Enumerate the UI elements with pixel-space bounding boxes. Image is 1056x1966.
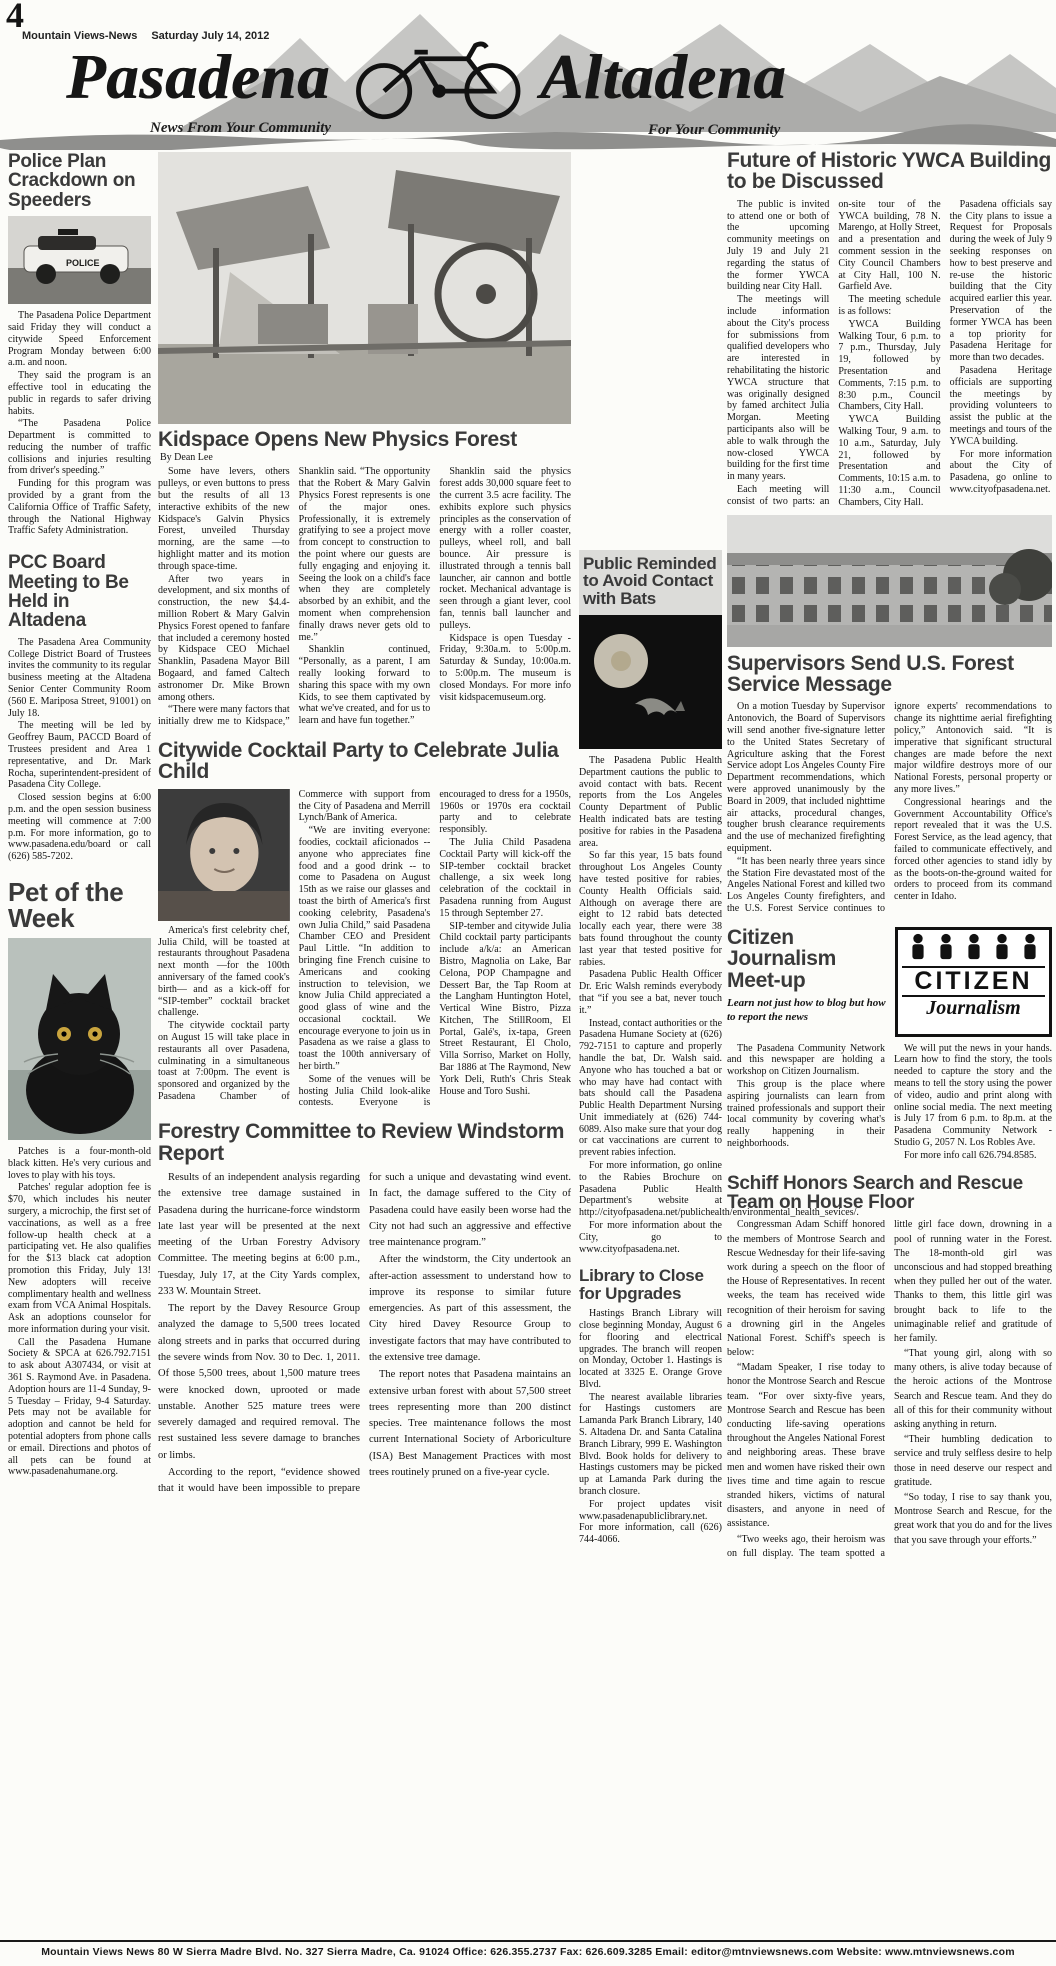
julia-child-photo	[158, 789, 290, 921]
citizen-journalism-logo	[895, 927, 1052, 1037]
article-police	[8, 152, 151, 537]
bats-title-block	[579, 550, 722, 615]
bicycle-icon	[348, 26, 538, 122]
pcc-article-title: PCC Board Meeting to Be Held in Altadena	[8, 552, 129, 632]
article-ywca	[727, 150, 1052, 509]
library-article-title: Library to Close for Upgrades	[579, 1266, 704, 1303]
svg-text:POLICE: POLICE	[66, 258, 100, 269]
article-library	[579, 1267, 722, 1546]
ywca-article-body: The public is invited to attend one or both of the upcoming community meetings on July 19 and July 21 regarding the status of the former YWCA building near City Hall. The meetings will include information about the City's process for submissions from qualified developers who are interested in rehabilitating the historic YWCA structure that was originally designed by famed architect Julia Morgan. Meeting participants also will be able to walk through the now-closed YWCA building for the first time in many years. Each meeting will consist of two parts: an on-site tour of the YWCA building, 78 N. Marengo, at Holly Street, and a presentation and comment session in the City Council Chambers at City Hall, 100 N. Garfield Ave. The meeting schedule is as follows: YWCA Building Walking Tour, 6 p.m. to 7 p.m., Thursday, July 19, followed by Presentation and Comments, 7:15 p.m. to 8:30 p.m., Council Chambers, City Hall. YWCA Building Walking Tour, 9 a.m. to 10 a.m., Saturday, July 21, followed by Presentation and Comments, 10:15 a.m. to 11:30 a.m., Council Chambers, City Hall. Pasadena officials say the City plans to issue a Request for Proposals during the week of July 9 seeking responses on how to best preserve and re-use the historic building that the City acquired earlier this year. Preservation of the former YWCA has been a top priority for Pasadena Heritage for more than two decades. Pasadena Heritage officials are supporting the meetings by providing volunteers to assist the public at the meetings and tours of the YWCA building. For more information about the City of Pasadena, go online to www.cityofpasadena.net.	[727, 198, 1052, 508]
forestry-article-body: Results of an independent analysis regarding the extensive tree damage sustained in Pasadena during the hurricane-force windstorm late last year will be presented at the next meeting of the Urban Forestry Advisory Committee. The meeting begins at 6:00 p.m., Tuesday, July 17, at the City Yards complex, 233 W. Mountain Street. The report by the Davey Resource Group analyzed the damage to 5,500 trees located along streets and in parks that occurred during the severe winds from Nov. 30 to Dec. 1, 2011. Of those 5,500 trees, about 1,500 mature trees were knocked down, uprooted or made unstable. Another 525 mature trees were severely damaged and required removal. The rest sustained less severe damage to branches or limbs. According to the report, “evidence showed that it would have been impossible to prepare for such a unique and devastating wind event. In fact, the damage suffered to the City of Pasadena could have easily been worse had the City not had such an aggressive and effective tree maintenance program.” After the windstorm, the City undertook an after-action assessment to understand how to improve its response to similar future emergencies. As part of this assessment, the City hired Davey Resource Group to investigate factors that may have contributed to the extensive tree damage. The report notes that Pasadena maintains an extensive urban forest with about 57,500 street trees representing more than 200 distinct species. Tree maintenance follows the most current International Society of Arboriculture (ISA) Best Management Practices with most trees routinely pruned on a five-year cycle.	[158, 1172, 571, 1495]
citizen-article-intro: Learn not just how to blog but how to report the news	[727, 996, 886, 1023]
page-number: 4	[6, 0, 24, 35]
paper-name: Mountain Views-News	[22, 30, 138, 42]
right-column	[727, 150, 1052, 1561]
black-kitten-photo	[8, 938, 151, 1140]
pet-article-body: Patches is a four-month-old black kitten. He's very curious and loves to play with his toys. Patches' regular adoption fee is $70, which includes his neuter surgery, a microchip, the first set of vaccinations, as well as a free follow-up health check at a participating vet. He also qualifies for the $13 black cat adoption promotion this Friday, July 13! New adopters will receive complimentary health and wellness exam from VCA Animal Hospitals. Ask an adoptions counselor for more information during your visit. Call the Pasadena Humane Society & SPCA at 626.792.7151 to ask about A307434, or visit at 361 S. Raymond Ave. in Pasadena. Adoption hours are 11-4 Sunday, 9-5 Tuesday – Friday, 9-4 Saturday. Pets may not be available for adoption and cannot be held for potential adopters from phone calls or email. Directions and photos of all pets can be found at www.pasadenahumane.org.	[8, 1145, 151, 1478]
citizen-logo-script: Journalism	[926, 996, 1021, 1019]
issue-date: Saturday July 14, 2012	[151, 30, 270, 42]
pet-article-title: Pet of the Week	[8, 876, 124, 934]
article-pcc	[8, 553, 151, 863]
page-footer: Mountain Views News 80 W Sierra Madre Blvd. No. 327 Sierra Madre, Ca. 91024 Office: 626.355.2737 Fax: 626.609.3285 Email: editor@mtnviewsnews.com Website: www.mtnviewsnews.com	[0, 1940, 1056, 1958]
ywca-article-title: Future of Historic YWCA Building to be Discussed	[727, 149, 1052, 194]
cocktail-article-body: America's first celebrity chef, Julia Child, will be toasted at restaurants throughout Pasadena next month —for the 100th anniversary of the famed cook's birth— and as a kick-off for “SIP-tember” cocktail bracket challenge. The citywide cocktail party on August 15 will take place in restaurants all over Pasadena, culminating in a simultaneous toast at 7:00pm. The event is sponsored and organized by the Pasadena Chamber of Commerce with support from the City of Pasadena and Merrill Lynch/Bank of America. “We are inviting everyone: foodies, cocktail aficionados -- anyone who appreciates fine food and a good drink -- to come to Pasadena on August 15th as we raise our glasses and toast the birth of America's first cooking celebrity, Pasadena's own Julia Child,” said Pasadena Chamber CEO and President Paul Little. “In addition to bringing fine French cuisine to Americans and cooking instruction to television, we know Julia Child appreciated a good glass of wine and the occasional cocktail. We encourage everyone to join us in Pasadena as we raise a glass to toast the 100th anniversary of her birth.” Some of the venues will be hosting Julia Child look-alike contests. Everyone is encouraged to dress for a 1950s, 1960s or 1970s era cocktail party and to celebrate responsibly. The Julia Child Pasadena Cocktail Party will kick-off the SIP-tember cocktail bracket challenge, a six week long celebration of the cocktail in Pasadena running from August 15 through September 27. SIP-tember and citywide Julia Child cocktail party participants include a/k/a: an American Bistro, Magnolia on Lake, Bar Celona, POP Champagne and Dessert Bar, the Tap Room at the Langham Huntington Hotel, Vertical Wine Bistro, Pizza Kitchen, The StillRoom, El Portal, Galé's, ix-tapa, Green Street Restaurant, El Cholo, Villa Sorriso, Market on Holly, Bar 1886 at The Raymond, New York Deli, Ruth's Chris Steak House and Toro Sushi.	[158, 788, 571, 1109]
citizen-article-title: Citizen Journalism Meet-up	[727, 925, 837, 992]
police-article-body: The Pasadena Police Department said Friday they will conduct a citywide Speed Enforcement Program Monday between 6:00 a.m. and noon. They said the program is an effective tool in educating the public in regards to safer driving habits. “The Pasadena Police Department is committed to reducing the number of traffic collisions and injuries resulting from driver's speeding.” Funding for this program was provided by a grant from the California Office of Traffic Safety, through the National Highway Traffic Safety Administration.	[8, 310, 151, 537]
left-column	[8, 152, 151, 1479]
masthead-pasadena: Pasadena	[66, 41, 330, 112]
center-column	[158, 152, 571, 1497]
kidspace-article-body: Some have levers, others pulleys, or even buttons to press but the results of all 13 interactive exhibits of the new Kidspace's Galvin Physics Forest, unveiled Thursday morning, are the same —to highlight matter and its motion through space-time. After two years in development, and six months of construction, the new $4.4-million Robert & Mary Galvin Physics Forest opened to fanfare that included a ceremony hosted by Kidspace CEO Michael Shanklin, Pasadena Mayor Bill Bogaard, and famed Caltech astronomer Dr. Mike Brown among others. “There were many factors that initially drew me to Kidspace,” Shanklin said. “The opportunity that the Robert & Mary Galvin Physics Forest represents is one of the major ones. Professionally, it is extremely gratifying to see a project move from concept to construction to the point where our guests are fully engaging and enjoying it. Seeing the look on a child's face when they are completely absorbed by an exhibit, and the moment when comprehension finally draws never gets old to me.” Shanklin continued, “Personally, as a parent, I am really looking forward to sharing this space with my own Kids, to see them captivated by what we've created, and for us to learn and have fun together.” Shanklin said the physics forest adds 30,000 square feet to the current 3.5 acre facility. The exhibits explore such physics principles as the conservation of energy with a roller coaster, pulleys, wheel roll, and ball bounce. Air pressure is illustrated through a tennis ball launcher, air cannon and bottle rocket. Mechanical advantage is seen through a giant lever, cool fan, tennis ball launcher and pulleys. Kidspace is open Tuesday - Friday, 9:30a.m. to 5:00p.m. Saturday & Sunday, 10:00a.m. to 5:00p.m. The museum is closed Mondays. For more info visit kidspacemuseum.org.	[158, 466, 571, 728]
bat-photo	[579, 615, 722, 749]
library-article-body: Hastings Branch Library will close beginning Monday, August 6 for flooring and electrical upgrades. The branch will reopen on Monday, October 1. Hastings is located at 3325 E. Orange Grove Blvd. The nearest available libraries for Hastings customers are Lamanda Park Branch Library, 140 S. Altadena Dr. and Santa Catalina Branch Library, 999 E. Washington Blvd. Book holds for delivery to Hastings customers may be picked up at Lamanda Park during the branch closure. For project updates visit www.pasadenapubliclibrary.net. For more information, call (626) 744-4066.	[579, 1308, 722, 1546]
article-supervisors	[727, 653, 1052, 915]
article-pet	[8, 876, 151, 1478]
citizen-article-body: The Pasadena Community Network and this newspaper are holding a workshop on Citizen Journalism. This group is the place where aspiring journalists can learn from trained professionals and support their local community by covering what's really happening in their neighborhoods. We will put the news in your hands. Learn how to find the story, the tools needed to capture the story and the means to tell the story using the power of video, audio and print along with online social media. The next meeting is July 17 from 6 p.m. to 8p.m. at the Pasadena Community Network - Studio G, 2057 N. Los Robles Ave. For more info call 626.794.8585.	[727, 1042, 1052, 1161]
masthead-altadena: Altadena	[540, 41, 787, 112]
ywca-building-photo	[727, 515, 1052, 647]
schiff-article-title: Schiff Honors Search and Rescue Team on House Floor	[727, 1172, 1023, 1214]
kidspace-playground-photo	[158, 152, 571, 424]
police-article-title: Police Plan Crackdown on Speeders	[8, 151, 136, 211]
forestry-article-title: Forestry Committee to Review Windstorm Report	[158, 1120, 565, 1165]
article-kidspace	[158, 429, 571, 728]
tagline-right: For Your Community	[648, 122, 781, 138]
article-forestry	[158, 1121, 571, 1497]
citizen-logo-word: CITIZEN	[902, 966, 1045, 997]
cocktail-article-title: Citywide Cocktail Party to Celebrate Julia Child	[158, 738, 559, 784]
pcc-article-body: The Pasadena Area Community College District Board of Trustees invites the community to its regular business meeting at the Altadena Senior Center Community Room (560 E. Mariposa Street, 91001) on July 18. The meeting will be led by Geoffrey Baum, PACCD Board of Trustees president and Area 1 representative, and Dr. Mark Rocha, superintendent-president of Pasadena City College. Closed session begins at 6:00 p.m. and the open session business meeting will commence at 7:00 p.m. For more information, go to www.pasadena.edu/board or call (626) 585-7202.	[8, 636, 151, 863]
bats-article-title: Public Reminded to Avoid Contact with Bats	[583, 554, 717, 608]
schiff-article-body: Congressman Adam Schiff honored the members of Montrose Search and Rescue Wednesday for their life-saving work during a speech on the floor of the House of Representatives. In recent weeks, the team has received wide recognition of their heroism for saving a drowning girl in the Angeles National Forest. Schiff's speech is below: “Madam Speaker, I rise today to honor the Montrose Search and Rescue team. “For over sixty-five years, Montrose Search and Rescue has been conducting life-saving operations throughout the Angeles National Forest and neighboring areas. These brave men and women have risked their own lives time and time again to rescue stranded hikers, victims of natural disasters, and anyone in need of assistance. “Two weeks ago, their heroism was on full display. The team spotted a little girl face down, drowning in a pool of running water in the Forest. The 18-month-old girl was unconscious and had stopped breathing when they pulled her out of the water. Thanks to them, this little girl was brought back to life to the unimaginable relief and gratitude of her family. “That young girl, along with so many others, is alive today because of the heroic actions of the Montrose Search and Rescue team. And they do all of this for their community without asking anything in return. “Their humbling dedication to service and truly selfless desire to help those in need deserve our respect and gratitude. “So today, I rise to say thank you, Montrose Search and Rescue, for the great work that you do and for the lives that you save through your efforts.”	[727, 1219, 1052, 1559]
tagline-left: News From Your Community	[150, 120, 332, 136]
bats-article-body: The Pasadena Public Health Department cautions the public to avoid contact with bats. Recent reports from the Los Angeles County Department of Public Health indicated bats are testing positive for rabies in the Pasadena area. So far this year, 15 bats found throughout Los Angeles County have tested positive for rabies, County Health Officials said. Although on average there are eight to 12 rabid bats detected locally each year, there were 38 bats found throughout the county last year that tested positive for rabies. Pasadena Public Health Officer Dr. Eric Walsh reminds everybody that “if you see a bat, never touch it.” Instead, contact authorities or the Pasadena Humane Society at (626) 792-7151 to capture and properly handle the bat, Dr. Walsh said. Anyone who has touched a bat or who may have had contact with bats should call the Pasadena Public Health Department Nursing Unit immediately at (626) 744-6089. Also make sure that your dog or cat vaccinations are current to prevent rabies infection. For more information, go online to the Rabies Brochure on Pasadena Public Health Department's website at http://cityofpasadena.net/publichealth/environmental_health_sevices/. For more information about the City, go to www.cityofpasadena.net.	[579, 754, 859, 1255]
article-schiff	[727, 1174, 1052, 1561]
article-cocktail	[158, 740, 571, 1109]
police-car-photo	[8, 216, 151, 304]
kidspace-byline: By Dean Lee	[160, 452, 213, 464]
masthead-banner	[0, 0, 1056, 150]
supervisors-article-title: Supervisors Send U.S. Forest Service Message	[727, 651, 1014, 696]
people-figures-icon	[904, 933, 1044, 961]
supervisors-article-body: On a motion Tuesday by Supervisor Antonovich, the Board of Supervisors will send another five-signature letter to the United States Secretary of Agriculture asking that the Forest Service adopt Los Angeles County Fire Department recommendations, which were approved unanimously by the Board in 2009, that included nighttime air attacks, procedural changes, tougher brush clearance requirements and the use of mechanized firefighting equipment. “It has been nearly three years since the Station Fire devastated most of the Angeles National Forest and killed two Los Angeles County firefighters, and the U.S. Forest Service continues to ignore experts' recommendations to change its nighttime aerial firefighting policy,” Antonovich said. “It is imperative that significant structural changes are made before the next major wildfire destroys more of our National Forests, personal property or any more lives.” Congressional hearings and the Government Accountability Office's report revealed that it was the U.S. Forest Service, as the lead agency, that failed to communicate effectively, and forced other agencies to stand idly by as the boots-on-the-ground waited for orders to proceed from its command center in Idaho.	[727, 701, 1052, 914]
article-citizen-header	[727, 927, 1052, 1037]
kidspace-article-title: Kidspace Opens New Physics Forest	[158, 428, 517, 451]
